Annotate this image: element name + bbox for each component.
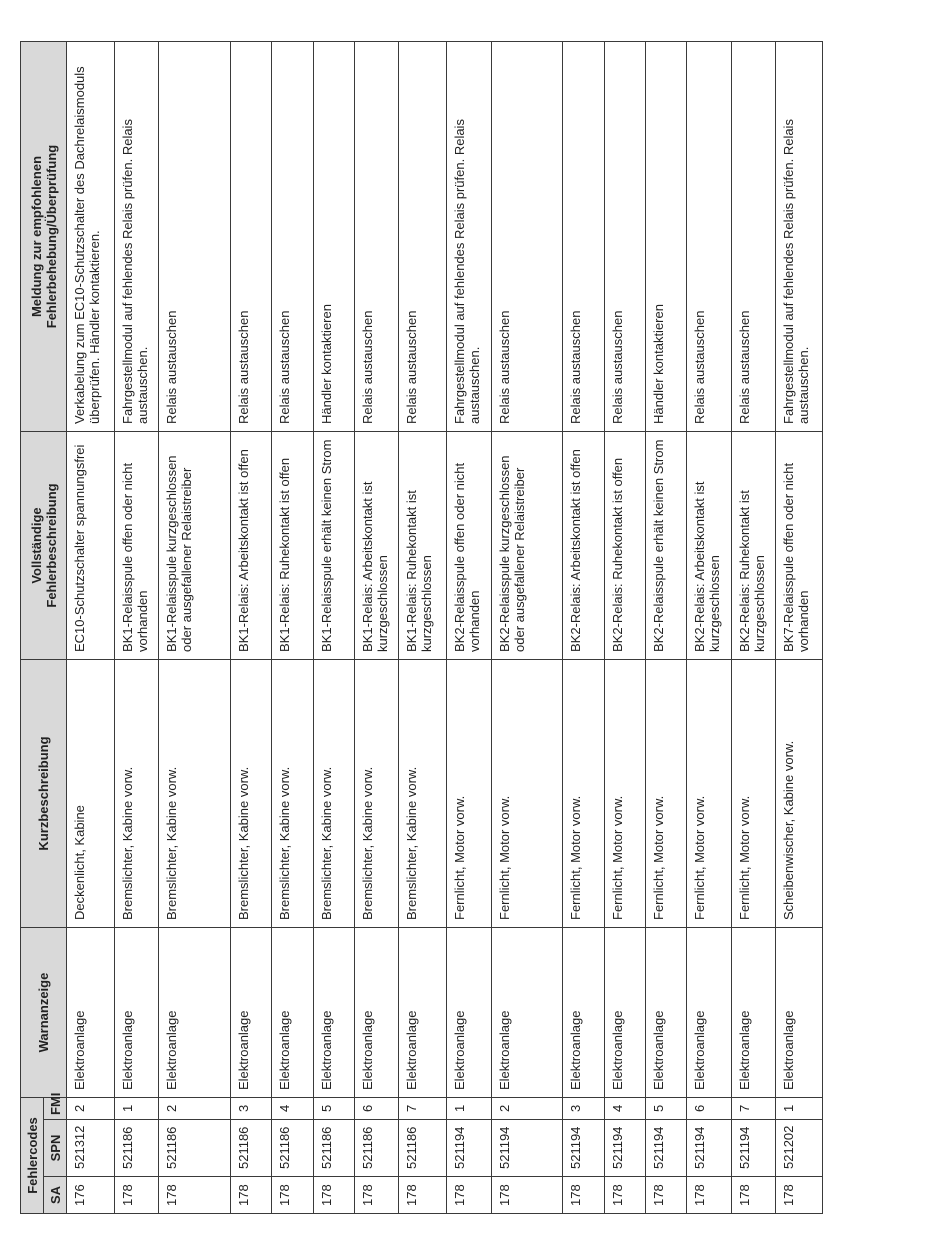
- cell-kurzbeschreibung: Fernlicht, Motor vorw.: [731, 660, 776, 928]
- cell-fmi: 6: [354, 1098, 399, 1120]
- cell-meldung: Fahrgestellmodul auf fehlendes Relais prüfen. Relais austauschen.: [447, 42, 492, 432]
- cell-fehlerbeschreibung: BK2-Relaisspule offen oder nicht vorhanden: [447, 432, 492, 660]
- cell-sa: 178: [354, 1177, 399, 1214]
- cell-fehlerbeschreibung: BK2-Relais: Arbeitskontakt ist offen: [563, 432, 604, 660]
- cell-sa: 178: [776, 1177, 823, 1214]
- cell-spn: 521186: [313, 1120, 354, 1177]
- cell-meldung: Relais austauschen: [231, 42, 272, 432]
- cell-spn: 521202: [776, 1120, 823, 1177]
- cell-fehlerbeschreibung: BK1-Relais: Ruhekontakt ist kurzgeschlossen: [399, 432, 447, 660]
- table-row: [272, 42, 313, 1214]
- header-vollstaendige-line1: Vollständige: [28, 507, 44, 584]
- rotated-table-wrapper: [20, 42, 823, 1214]
- cell-fehlerbeschreibung: BK2-Relais: Ruhekontakt ist offen: [604, 432, 645, 660]
- cell-meldung: Relais austauschen: [272, 42, 313, 432]
- cell-kurzbeschreibung: Fernlicht, Motor vorw.: [563, 660, 604, 928]
- cell-warnanzeige: Elektroanlage: [731, 928, 776, 1098]
- cell-sa: 178: [563, 1177, 604, 1214]
- cell-fmi: 3: [563, 1098, 604, 1120]
- table-row: [354, 42, 399, 1214]
- cell-warnanzeige: Elektroanlage: [114, 928, 159, 1098]
- header-meldung-line2: Fehlerbehebung/Überprüfung: [43, 144, 59, 329]
- cell-kurzbeschreibung: Fernlicht, Motor vorw.: [491, 660, 563, 928]
- cell-kurzbeschreibung: Bremslichter, Kabine vorw.: [399, 660, 447, 928]
- cell-meldung: Verkabelung zum EC10-Schutzschalter des Dachrelaismoduls überprüfen. Händler kontaktieren.: [67, 42, 115, 432]
- cell-fmi: 2: [491, 1098, 563, 1120]
- table-row: [447, 42, 492, 1214]
- table-row: [67, 42, 115, 1214]
- cell-fehlerbeschreibung: BK1-Relaisspule erhält keinen Strom: [313, 432, 354, 660]
- cell-spn: 521194: [491, 1120, 563, 1177]
- cell-meldung: Relais austauschen: [354, 42, 399, 432]
- cell-warnanzeige: Elektroanlage: [604, 928, 645, 1098]
- cell-meldung: Fahrgestellmodul auf fehlendes Relais prüfen. Relais austauschen.: [114, 42, 159, 432]
- cell-meldung: Relais austauschen: [491, 42, 563, 432]
- cell-kurzbeschreibung: Scheibenwischer, Kabine vorw.: [776, 660, 823, 928]
- cell-fehlerbeschreibung: BK2-Relais: Arbeitskontakt ist kurzgeschlossen: [687, 432, 732, 660]
- cell-spn: 521186: [272, 1120, 313, 1177]
- cell-sa: 178: [313, 1177, 354, 1214]
- cell-meldung: Relais austauschen: [159, 42, 231, 432]
- table-row: [231, 42, 272, 1214]
- cell-kurzbeschreibung: Bremslichter, Kabine vorw.: [231, 660, 272, 928]
- cell-spn: 521186: [399, 1120, 447, 1177]
- cell-sa: 176: [67, 1177, 115, 1214]
- header-vollstaendige-line2: Fehlerbeschreibung: [43, 483, 59, 608]
- cell-meldung: Relais austauschen: [563, 42, 604, 432]
- cell-meldung: Fahrgestellmodul auf fehlendes Relais prüfen. Relais austauschen.: [776, 42, 823, 432]
- cell-warnanzeige: Elektroanlage: [67, 928, 115, 1098]
- cell-warnanzeige: Elektroanlage: [354, 928, 399, 1098]
- cell-spn: 521194: [687, 1120, 732, 1177]
- cell-spn: 521194: [447, 1120, 492, 1177]
- cell-meldung: Relais austauschen: [687, 42, 732, 432]
- cell-fehlerbeschreibung: BK1-Relais: Arbeitskontakt ist kurzgeschlossen: [354, 432, 399, 660]
- cell-spn: 521194: [604, 1120, 645, 1177]
- cell-sa: 178: [687, 1177, 732, 1214]
- cell-fmi: 1: [776, 1098, 823, 1120]
- header-row-1: [21, 42, 44, 1214]
- cell-meldung: Händler kontaktieren: [645, 42, 686, 432]
- cell-sa: 178: [114, 1177, 159, 1214]
- cell-spn: 521186: [354, 1120, 399, 1177]
- fault-code-table: [20, 41, 823, 1214]
- table-row: [159, 42, 231, 1214]
- cell-sa: 178: [491, 1177, 563, 1214]
- cell-kurzbeschreibung: Fernlicht, Motor vorw.: [604, 660, 645, 928]
- cell-kurzbeschreibung: Bremslichter, Kabine vorw.: [114, 660, 159, 928]
- cell-fehlerbeschreibung: EC10-Schutzschalter spannungsfrei: [67, 432, 115, 660]
- cell-fehlerbeschreibung: BK2-Relais: Ruhekontakt ist kurzgeschlossen: [731, 432, 776, 660]
- cell-warnanzeige: Elektroanlage: [563, 928, 604, 1098]
- table-row: [687, 42, 732, 1214]
- header-sa: SA: [44, 1177, 67, 1214]
- cell-spn: 521194: [645, 1120, 686, 1177]
- table-row: [491, 42, 563, 1214]
- header-warnanzeige: Warnanzeige: [21, 928, 67, 1098]
- header-kurzbeschreibung: Kurzbeschreibung: [21, 660, 67, 928]
- cell-warnanzeige: Elektroanlage: [313, 928, 354, 1098]
- cell-fmi: 2: [67, 1098, 115, 1120]
- table-row: [399, 42, 447, 1214]
- cell-sa: 178: [447, 1177, 492, 1214]
- cell-sa: 178: [159, 1177, 231, 1214]
- cell-meldung: Relais austauschen: [731, 42, 776, 432]
- cell-meldung: Händler kontaktieren: [313, 42, 354, 432]
- cell-kurzbeschreibung: Bremslichter, Kabine vorw.: [354, 660, 399, 928]
- cell-fmi: 2: [159, 1098, 231, 1120]
- cell-meldung: Relais austauschen: [604, 42, 645, 432]
- cell-spn: 521186: [159, 1120, 231, 1177]
- cell-fmi: 6: [687, 1098, 732, 1120]
- page-content: [20, 42, 823, 1214]
- table-row: [114, 42, 159, 1214]
- header-fmi: FMI: [44, 1098, 67, 1120]
- cell-sa: 178: [731, 1177, 776, 1214]
- cell-warnanzeige: Elektroanlage: [776, 928, 823, 1098]
- header-meldung-line1: Meldung zur empfohlenen: [28, 155, 44, 318]
- cell-spn: 521186: [231, 1120, 272, 1177]
- cell-kurzbeschreibung: Bremslichter, Kabine vorw.: [159, 660, 231, 928]
- cell-fmi: 4: [604, 1098, 645, 1120]
- cell-kurzbeschreibung: Fernlicht, Motor vorw.: [687, 660, 732, 928]
- cell-meldung: Relais austauschen: [399, 42, 447, 432]
- cell-spn: 521194: [731, 1120, 776, 1177]
- table-row: [563, 42, 604, 1214]
- cell-sa: 178: [604, 1177, 645, 1214]
- cell-spn: 521194: [563, 1120, 604, 1177]
- header-spn: SPN: [44, 1120, 67, 1177]
- cell-warnanzeige: Elektroanlage: [231, 928, 272, 1098]
- cell-sa: 178: [272, 1177, 313, 1214]
- header-meldung: [21, 42, 67, 432]
- cell-fehlerbeschreibung: BK1-Relaisspule offen oder nicht vorhanden: [114, 432, 159, 660]
- table-row: [776, 42, 823, 1214]
- table-row: [731, 42, 776, 1214]
- cell-fehlerbeschreibung: BK1-Relaisspule kurzgeschlossen oder ausgefallener Relaistreiber: [159, 432, 231, 660]
- cell-kurzbeschreibung: Deckenlicht, Kabine: [67, 660, 115, 928]
- table-body: [67, 42, 823, 1214]
- cell-sa: 178: [645, 1177, 686, 1214]
- table-row: [313, 42, 354, 1214]
- cell-warnanzeige: Elektroanlage: [447, 928, 492, 1098]
- cell-kurzbeschreibung: Bremslichter, Kabine vorw.: [313, 660, 354, 928]
- cell-fehlerbeschreibung: BK7-Relaisspule offen oder nicht vorhanden: [776, 432, 823, 660]
- cell-fehlerbeschreibung: BK2-Relaisspule kurzgeschlossen oder ausgefallener Relaistreiber: [491, 432, 563, 660]
- table-row: [645, 42, 686, 1214]
- cell-warnanzeige: Elektroanlage: [491, 928, 563, 1098]
- cell-warnanzeige: Elektroanlage: [272, 928, 313, 1098]
- cell-spn: 521186: [114, 1120, 159, 1177]
- cell-fmi: 3: [231, 1098, 272, 1120]
- header-vollstaendige: [21, 432, 67, 660]
- cell-warnanzeige: Elektroanlage: [687, 928, 732, 1098]
- cell-fmi: 7: [399, 1098, 447, 1120]
- cell-fmi: 5: [645, 1098, 686, 1120]
- cell-fehlerbeschreibung: BK1-Relais: Ruhekontakt ist offen: [272, 432, 313, 660]
- cell-warnanzeige: Elektroanlage: [159, 928, 231, 1098]
- cell-fmi: 4: [272, 1098, 313, 1120]
- cell-kurzbeschreibung: Fernlicht, Motor vorw.: [447, 660, 492, 928]
- header-fehlercodes: Fehlercodes: [21, 1098, 44, 1214]
- cell-fmi: 1: [447, 1098, 492, 1120]
- cell-fmi: 5: [313, 1098, 354, 1120]
- cell-fmi: 1: [114, 1098, 159, 1120]
- cell-fehlerbeschreibung: BK1-Relais: Arbeitskontakt ist offen: [231, 432, 272, 660]
- cell-spn: 521312: [67, 1120, 115, 1177]
- cell-sa: 178: [231, 1177, 272, 1214]
- cell-kurzbeschreibung: Bremslichter, Kabine vorw.: [272, 660, 313, 928]
- cell-fmi: 7: [731, 1098, 776, 1120]
- cell-warnanzeige: Elektroanlage: [399, 928, 447, 1098]
- cell-kurzbeschreibung: Fernlicht, Motor vorw.: [645, 660, 686, 928]
- cell-fehlerbeschreibung: BK2-Relaisspule erhält keinen Strom: [645, 432, 686, 660]
- cell-sa: 178: [399, 1177, 447, 1214]
- cell-warnanzeige: Elektroanlage: [645, 928, 686, 1098]
- table-row: [604, 42, 645, 1214]
